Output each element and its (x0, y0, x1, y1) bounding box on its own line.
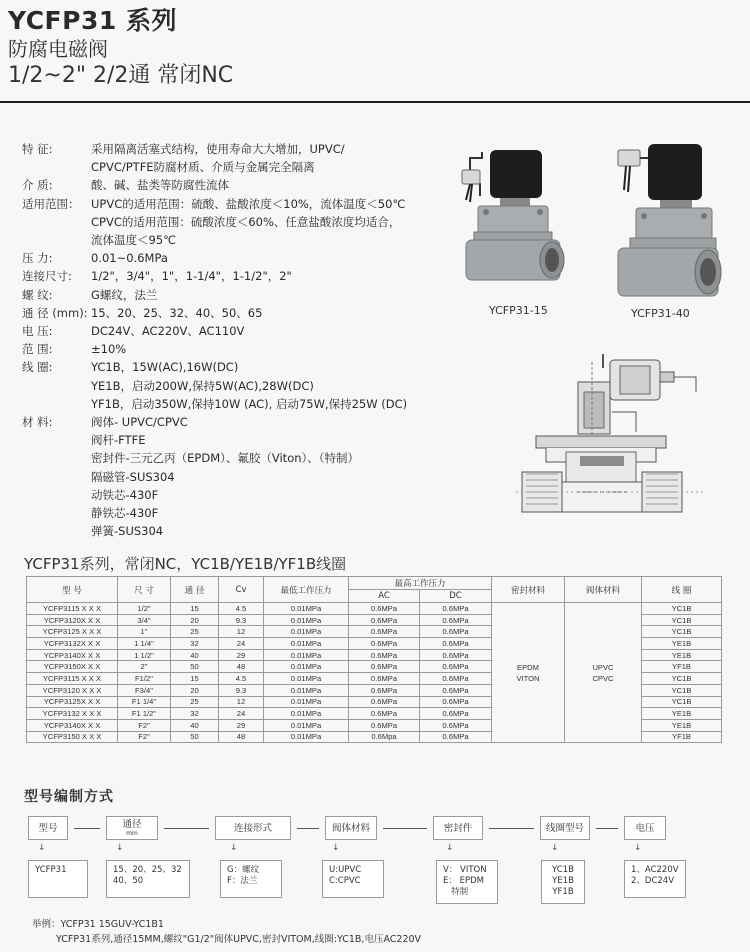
table-cell: 0.01MPa (264, 603, 349, 615)
spec-value-line: ±10% (91, 342, 127, 357)
spec-row (22, 140, 431, 176)
example-note (32, 917, 421, 947)
table-cell: 32 (171, 638, 219, 650)
down-arrow-icon: ↓ (446, 843, 454, 853)
table-cell: 15 (171, 603, 219, 615)
table-cell: 0.6MPa (420, 649, 492, 661)
spec-label: 范 围: (22, 342, 53, 357)
table-cell: 1" (118, 626, 171, 638)
table-cell: 20 (171, 614, 219, 626)
spec-value-line: 酸、碱、盐类等防腐性流体 (91, 178, 229, 193)
table-cell: 0.01MPa (264, 649, 349, 661)
model-spec-table (26, 576, 722, 743)
table-cell: 9.3 (219, 684, 264, 696)
table-cell: F2" (118, 731, 171, 743)
coding-header-label: 阀体材料 (331, 822, 370, 834)
spec-value-line: 采用隔离活塞式结构，使用寿命大大增加，UPVC/ (91, 142, 345, 156)
table-cell: 24 (219, 638, 264, 650)
coding-header-box (215, 816, 291, 840)
col-header-coil: 线 圈 (642, 577, 722, 603)
coding-value-box (106, 860, 190, 898)
example-line-2: YCFP31系列,通径15MM,螺纹"G1/2"阀体UPVC,密封VITOM,线圈:YC1B,电压AC220V (56, 934, 422, 945)
spec-row (22, 176, 431, 194)
spec-value (91, 358, 431, 413)
table-cell: 0.01MPa (264, 614, 349, 626)
spec-value-line: 密封件-三元乙丙（EPDM）、氟胶（Viton）、（特制） (91, 451, 360, 466)
spec-value-line: CPVC的适用范围：硫酸浓度＜60%、任意盐酸浓度均适合， (91, 214, 401, 229)
table-cell: YCFP3132X X X (27, 638, 118, 650)
table-cell: 50 (171, 731, 219, 743)
spec-row (22, 249, 431, 267)
col-header-dc: DC (420, 590, 492, 603)
spec-value-line: 静铁芯-430F (91, 506, 159, 521)
photo-caption-1: YCFP31-15 (489, 304, 548, 317)
coding-value-line: YE1B (552, 876, 574, 886)
material-value: UPVC (592, 662, 614, 672)
table-row (27, 603, 722, 615)
photo-caption-2: YCFP31-40 (631, 307, 690, 320)
table-cell: 15 (171, 673, 219, 685)
coding-section-title: 型号编制方式 (24, 789, 114, 805)
table-cell: 25 (171, 696, 219, 708)
col-header-max-pressure: 最高工作压力 (349, 577, 492, 590)
table-cell: 0.6MPa (420, 603, 492, 615)
spec-list (22, 140, 431, 540)
spec-value (91, 304, 431, 322)
table-cell: 0.01MPa (264, 673, 349, 685)
coding-header-box (28, 816, 68, 840)
table-cell: 0.6MPa (420, 638, 492, 650)
table-cell: 1 1/2" (118, 649, 171, 661)
page-header (8, 6, 233, 90)
table-cell: 9.3 (219, 614, 264, 626)
coding-value-box (624, 860, 686, 898)
col-header-body: 阀体材料 (565, 577, 642, 603)
spec-value-line: 流体温度＜95℃ (91, 233, 177, 248)
coding-header-box (433, 816, 483, 840)
table-cell: YCFP3150X X X (27, 661, 118, 673)
coding-header-label: 连接形式 (233, 822, 272, 834)
coil-cell: YC1B (642, 614, 722, 626)
coding-header-label: 线圈型号 (545, 822, 584, 834)
material-value: CPVC (592, 673, 614, 683)
coding-header-box (624, 816, 666, 840)
table-cell: 4.5 (219, 673, 264, 685)
spec-value-line: YC1B，15W(AC),16W(DC) (91, 360, 239, 375)
table-cell: 0.6MPa (349, 661, 420, 673)
spec-label: 电 压: (22, 324, 53, 339)
table-cell: 0.6MPa (420, 661, 492, 673)
table-cell: 40 (171, 719, 219, 731)
table-cell: 29 (219, 719, 264, 731)
product-spec-line: 1/2~2" 2/2通 常闭NC (8, 63, 234, 88)
down-arrow-icon: ↓ (634, 843, 642, 853)
down-arrow-icon: ↓ (38, 843, 46, 853)
table-cell: F1 1/2" (118, 708, 171, 720)
coding-value-line: 1、AC220V (631, 865, 679, 875)
table-cell: 0.6MPa (420, 696, 492, 708)
spec-row (22, 340, 431, 358)
col-header-cv: Cv (219, 577, 264, 603)
table-cell: 0.01MPa (264, 638, 349, 650)
table-cell: YCFP3120 X X X (27, 684, 118, 696)
spec-row (22, 358, 431, 413)
table-cell: F2" (118, 719, 171, 731)
table-title: YCFP31系列，常闭NC，YC1B/YE1B/YF1B线圈 (24, 555, 347, 573)
table-cell: 48 (219, 731, 264, 743)
table-cell: 50 (171, 661, 219, 673)
table-cell: YCFP3132 X X X (27, 708, 118, 720)
coding-value-line: F：法兰 (227, 876, 258, 886)
coil-cell: YE1B (642, 708, 722, 720)
table-cell: YCFP3120X X X (27, 614, 118, 626)
table-cell: 12 (219, 696, 264, 708)
table-cell: 4.5 (219, 603, 264, 615)
spec-value-line: DC24V、AC220V、AC110V (91, 324, 245, 339)
spec-row (22, 413, 431, 540)
spec-label: 介 质: (22, 178, 53, 193)
spec-row (22, 267, 431, 285)
spec-row (22, 195, 431, 250)
spec-value-line: YE1B，启动200W,保持5W(AC),28W(DC) (91, 378, 314, 393)
seal-material-cell (492, 603, 565, 743)
table-cell: 0.6MPa (420, 708, 492, 720)
table-cell: 0.6MPa (349, 626, 420, 638)
col-header-ac: AC (349, 590, 420, 603)
table-cell: 0.01MPa (264, 626, 349, 638)
down-arrow-icon: ↓ (332, 843, 340, 853)
valve-cross-section-drawing (516, 352, 716, 548)
table-cell: YCFP3115 X X X (27, 603, 118, 615)
spec-value-line: 隔磁管-SUS304 (91, 469, 175, 484)
table-cell: 0.6MPa (349, 638, 420, 650)
table-cell: 0.6MPa (349, 684, 420, 696)
spec-value-line: 阀杆-FTFE (91, 433, 146, 448)
material-value: EPDM (517, 662, 539, 672)
coding-header-box (325, 816, 377, 840)
table-cell: 3/4" (118, 614, 171, 626)
col-header-seal: 密封材料 (492, 577, 565, 603)
body-material-cell (565, 603, 642, 743)
spec-label: 螺 纹: (22, 287, 53, 302)
table-cell: 29 (219, 649, 264, 661)
coding-value-line: C:CPVC (329, 876, 361, 886)
coding-value-line: 40、50 (113, 876, 144, 886)
table-cell: 0.6MPa (420, 684, 492, 696)
table-cell: 0.6MPa (420, 731, 492, 743)
spec-value (91, 413, 431, 540)
coding-connector (489, 828, 534, 829)
coding-value-line: 特制 (443, 887, 469, 897)
coding-value-box (436, 860, 498, 904)
coil-cell: YC1B (642, 684, 722, 696)
coding-value-box (28, 860, 88, 898)
spec-label: 特 征: (22, 142, 53, 156)
table-cell: 24 (219, 708, 264, 720)
table-cell: 48 (219, 661, 264, 673)
spec-value (91, 286, 431, 304)
table-cell: 0.6MPa (349, 673, 420, 685)
table-cell: 25 (171, 626, 219, 638)
table-cell: 0.6MPa (349, 708, 420, 720)
spec-row (22, 304, 431, 322)
coding-value-line: G：螺纹 (227, 865, 260, 875)
coding-value-line: V： VITON (443, 865, 487, 875)
table-cell: 12 (219, 626, 264, 638)
table-cell: YCFP3140X X X (27, 649, 118, 661)
spec-label: 通 径 (mm): (22, 305, 88, 320)
coding-value-line: YF1B (552, 887, 574, 897)
example-line-1: 举例：YCFP31 15GUV-YC1B1 (32, 919, 164, 930)
coil-cell: YF1B (642, 661, 722, 673)
coding-header-label: 密封件 (443, 822, 473, 834)
coding-connector (383, 828, 427, 829)
coding-header-label: 通径 (122, 819, 142, 830)
coil-cell: YC1B (642, 626, 722, 638)
table-cell: 1/2" (118, 603, 171, 615)
coding-header-box (106, 816, 158, 840)
coding-value-line: YCFP31 (35, 865, 67, 875)
table-cell: 40 (171, 649, 219, 661)
spec-value-line: 0.01~0.6MPa (91, 251, 168, 266)
coil-cell: YC1B (642, 696, 722, 708)
coil-cell: YC1B (642, 603, 722, 615)
spec-value-line: 弹簧-SUS304 (91, 524, 164, 539)
coding-value-line: 15、20、25、32 (113, 865, 182, 875)
coding-connector (297, 828, 319, 829)
table-cell: F3/4" (118, 684, 171, 696)
table-cell: YCFP3115 X X X (27, 673, 118, 685)
spec-value-line: CPVC/PTFE防腐材质、介质与金属完全隔离 (91, 160, 315, 175)
table-cell: 0.6MPa (420, 614, 492, 626)
material-value: VITON (516, 673, 540, 683)
header-rule (0, 101, 750, 103)
coding-header-unit: mm (126, 830, 138, 837)
coding-value-box (322, 860, 384, 898)
table-cell: 0.01MPa (264, 731, 349, 743)
valve-photo-large (612, 140, 724, 310)
coil-cell: YE1B (642, 638, 722, 650)
coil-cell: YE1B (642, 719, 722, 731)
table-cell: 32 (171, 708, 219, 720)
spec-value (91, 249, 431, 267)
spec-value-line: 1/2"，3/4"，1"，1-1/4"，1-1/2"，2" (91, 269, 292, 284)
spec-value-line: UPVC的适用范围：硫酸、盐酸浓度＜10%，流体温度＜50℃ (91, 196, 406, 211)
table-cell: 0.6MPa (349, 719, 420, 731)
col-header-min-pressure: 最低工作压力 (264, 577, 349, 603)
table-cell: YCFP3140X X X (27, 719, 118, 731)
table-cell: YCFP3125 X X X (27, 626, 118, 638)
table-cell: 0.01MPa (264, 708, 349, 720)
valve-photo-small (452, 140, 572, 300)
spec-value-line: YF1B，启动350W,保持10W (AC), 启动75W,保持25W (DC) (91, 396, 408, 411)
product-subtitle: 防腐电磁阀 (8, 37, 108, 61)
coding-connector (74, 828, 100, 829)
table-cell: 0.6MPa (420, 673, 492, 685)
col-header-model: 型 号 (27, 577, 118, 603)
table-cell: YCFP3150 X X X (27, 731, 118, 743)
table-cell: 0.01MPa (264, 684, 349, 696)
coil-cell: YE1B (642, 649, 722, 661)
table-cell: 0.6MPa (420, 719, 492, 731)
coding-value-box (220, 860, 282, 898)
coding-connector (596, 828, 618, 829)
table-cell: F1 1/4" (118, 696, 171, 708)
table-cell: 0.6MPa (349, 614, 420, 626)
down-arrow-icon: ↓ (230, 843, 238, 853)
spec-value-line: 阀体- UPVC/CPVC (91, 415, 188, 430)
table-cell: F1/2" (118, 673, 171, 685)
table-cell: 20 (171, 684, 219, 696)
col-header-size: 尺 寸 (118, 577, 171, 603)
table-cell: 0.6MPa (349, 603, 420, 615)
product-title: YCFP31 系列 (8, 6, 177, 35)
spec-label: 材 料: (22, 415, 53, 430)
down-arrow-icon: ↓ (551, 843, 559, 853)
coil-cell: YC1B (642, 673, 722, 685)
down-arrow-icon: ↓ (116, 843, 124, 853)
coding-connector (164, 828, 209, 829)
coding-value-line: YC1B (552, 865, 574, 875)
coding-header-box (540, 816, 590, 840)
coil-cell: YF1B (642, 731, 722, 743)
table-cell: 0.6MPa (349, 696, 420, 708)
table-cell: 0.01MPa (264, 696, 349, 708)
coding-value-line: U:UPVC (329, 865, 362, 875)
spec-label: 适用范围： (22, 196, 80, 211)
spec-value (91, 176, 431, 194)
spec-row (22, 286, 431, 304)
spec-value-line: 动铁芯-430F (91, 487, 159, 502)
coding-value-box (541, 860, 585, 904)
table-cell: 0.6Mpa (349, 731, 420, 743)
coding-value-line: 2、DC24V (631, 876, 675, 886)
spec-value (91, 140, 431, 176)
coding-value-line: E： EPDM (443, 876, 484, 886)
col-header-bore: 通 径 (171, 577, 219, 603)
spec-label: 压 力: (22, 251, 53, 266)
table-cell: 1 1/4" (118, 638, 171, 650)
table-cell: 2" (118, 661, 171, 673)
table-cell: 0.01MPa (264, 719, 349, 731)
table-cell: 0.6MPa (349, 649, 420, 661)
spec-label: 连接尺寸: (22, 269, 72, 284)
spec-value (91, 340, 431, 358)
spec-value (91, 267, 431, 285)
table-cell: YCFP3125X X X (27, 696, 118, 708)
spec-value (91, 195, 431, 250)
table-cell: 0.6MPa (420, 626, 492, 638)
spec-value-line: G螺纹，法兰 (91, 287, 158, 302)
spec-value (91, 322, 431, 340)
spec-label: 线 圈: (22, 360, 53, 375)
spec-row (22, 322, 431, 340)
coding-header-label: 型号 (38, 822, 58, 834)
spec-value-line: 15、20、25、32、40、50、65 (91, 305, 263, 320)
coding-header-label: 电压 (635, 822, 655, 834)
table-cell: 0.01MPa (264, 661, 349, 673)
